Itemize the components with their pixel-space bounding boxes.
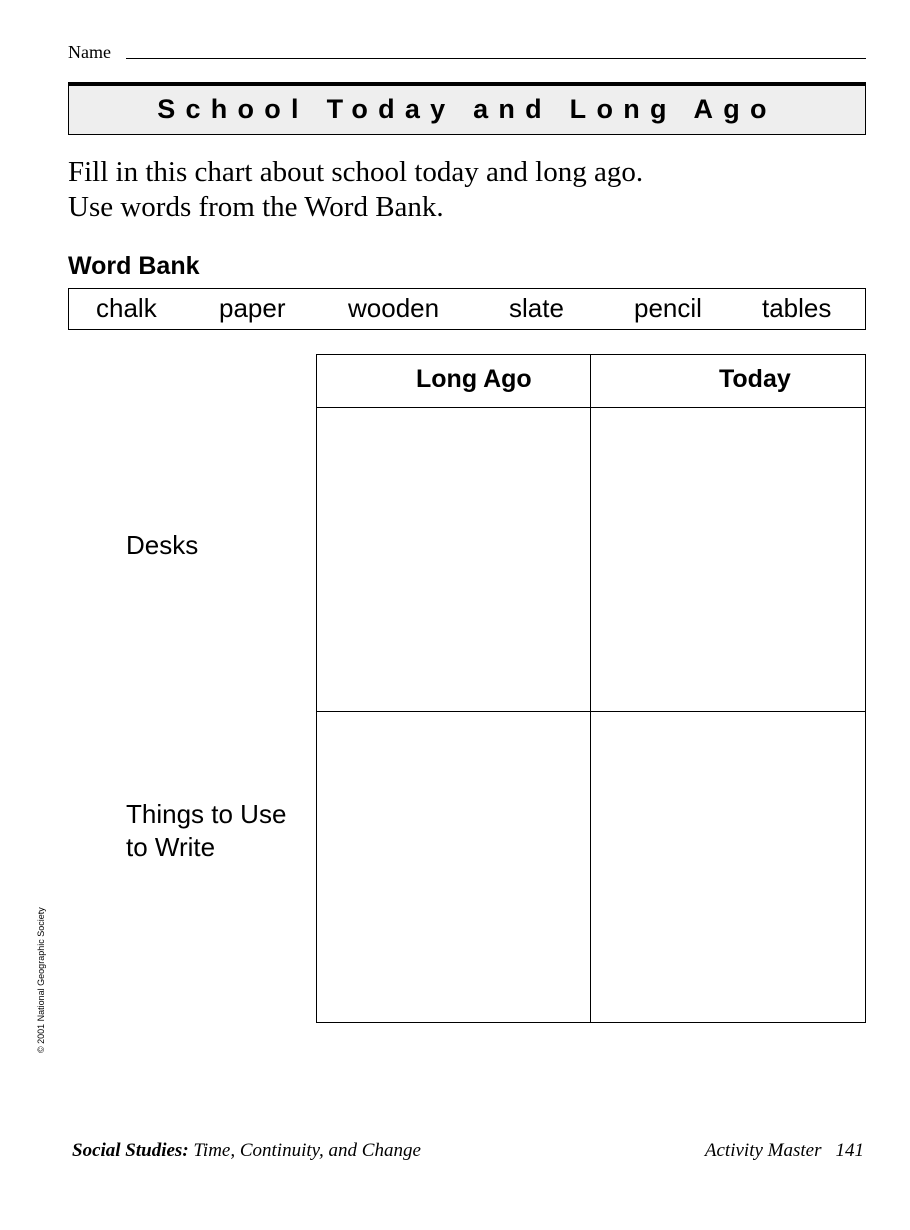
page-number: 141	[835, 1140, 864, 1161]
cell-writing-long-ago[interactable]	[317, 712, 590, 1022]
word-bank-word-pencil: pencil	[634, 293, 702, 323]
row-label-writing-line-1: Things to Use	[126, 799, 287, 829]
row-label-writing	[126, 798, 286, 864]
cell-writing-today[interactable]	[591, 712, 865, 1022]
name-label: Name	[68, 42, 111, 62]
footer-subject: Time, Continuity, and Change	[193, 1140, 421, 1161]
word-bank-box	[68, 288, 866, 330]
name-line[interactable]	[126, 58, 866, 59]
row-label-desks-line: Desks	[126, 530, 199, 560]
instructions-line-1: Fill in this chart about school today and long ago.	[68, 156, 644, 188]
instructions	[68, 155, 828, 225]
page-title: School Today and Long Ago	[157, 94, 777, 124]
word-bank-title: Word Bank	[68, 252, 200, 280]
row-label-desks	[126, 529, 198, 562]
footer-left	[72, 1140, 421, 1162]
word-bank-word-wooden: wooden	[348, 293, 440, 323]
instructions-line-2: Use words from the Word Bank.	[68, 191, 444, 223]
cell-desks-today[interactable]	[591, 408, 865, 711]
footer-master-label: Activity Master	[704, 1140, 822, 1161]
title-banner	[68, 82, 866, 135]
word-bank-word-slate: slate	[509, 293, 564, 323]
cell-desks-long-ago[interactable]	[317, 408, 590, 711]
word-bank-word-chalk: chalk	[96, 293, 157, 323]
name-row	[68, 40, 866, 64]
word-bank-word-paper: paper	[219, 293, 286, 323]
column-header-long-ago: Long Ago	[416, 365, 532, 393]
footer-right	[705, 1140, 864, 1162]
comparison-chart	[316, 354, 866, 1023]
column-header-today: Today	[719, 365, 791, 393]
footer-series: Social Studies:	[72, 1140, 189, 1161]
copyright-notice: © 2001 National Geographic Society	[36, 907, 46, 1053]
word-bank-word-tables: tables	[762, 293, 832, 323]
row-label-writing-line-2: to Write	[126, 832, 216, 862]
